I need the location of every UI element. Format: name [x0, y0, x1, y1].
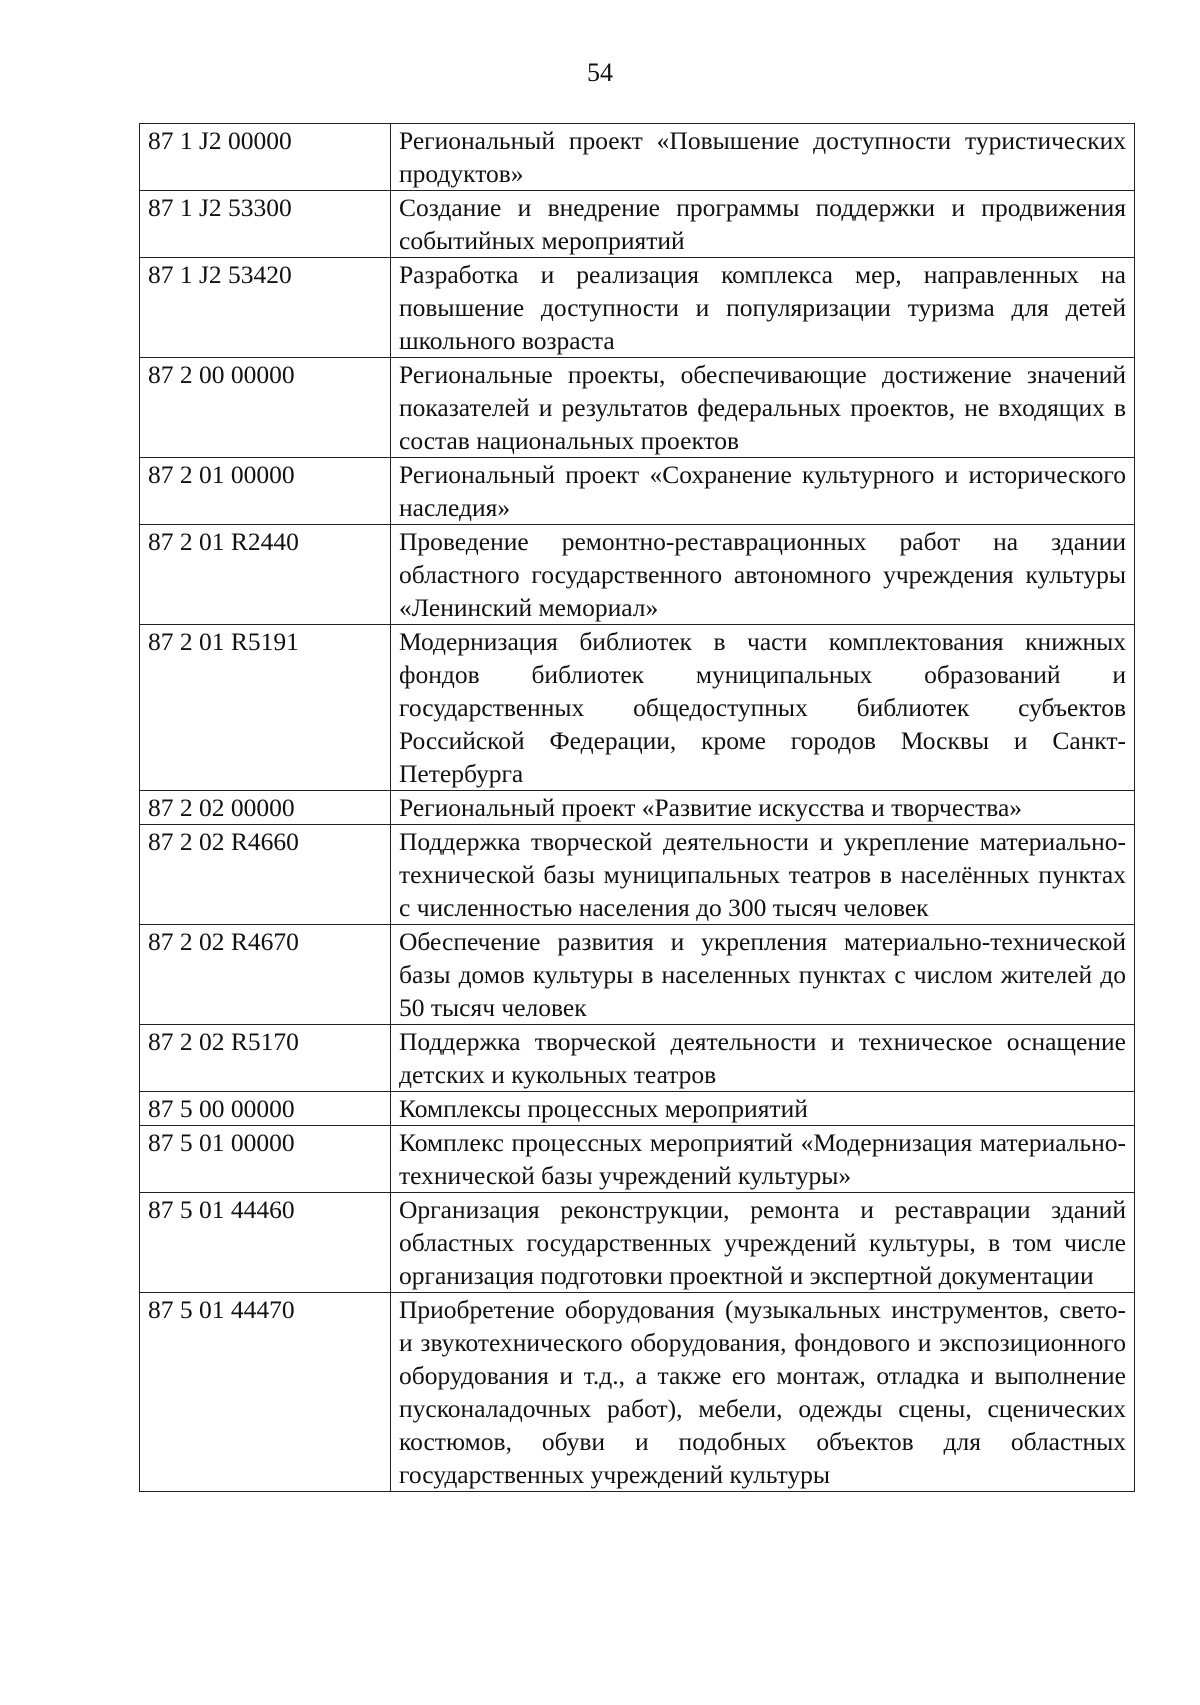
- table-row: [140, 925, 1135, 1025]
- table-row: [140, 825, 1135, 925]
- code-cell: 87 2 01 00000: [140, 458, 391, 525]
- description-cell: Комплекс процессных мероприятий «Модернизация материально-технической базы учреждений культуры»: [391, 1126, 1135, 1193]
- code-cell: 87 2 02 R5170: [140, 1025, 391, 1092]
- table-row: [140, 1092, 1135, 1126]
- description-cell: Региональный проект «Сохранение культурного и исторического наследия»: [391, 458, 1135, 525]
- table-row: [140, 625, 1135, 791]
- code-cell: 87 2 02 R4660: [140, 825, 391, 925]
- table-row: [140, 358, 1135, 458]
- code-cell: 87 2 00 00000: [140, 358, 391, 458]
- table-row: [140, 124, 1135, 191]
- budget-codes-table: [139, 123, 1135, 1492]
- description-cell: Региональный проект «Повышение доступности туристических продуктов»: [391, 124, 1135, 191]
- table-row: [140, 258, 1135, 358]
- description-cell: Поддержка творческой деятельности и укрепление материально-технической базы муниципальных театров в населённых пунктах с численностью населения до 300 тысяч человек: [391, 825, 1135, 925]
- description-cell: Модернизация библиотек в части комплектования книжных фондов библиотек муниципальных образований и государственных общедоступных библиотек субъектов Российской Федерации, кроме городов Москвы и Санкт-Петербурга: [391, 625, 1135, 791]
- code-cell: 87 2 01 R5191: [140, 625, 391, 791]
- description-cell: Разработка и реализация комплекса мер, направленных на повышение доступности и популяризации туризма для детей школьного возраста: [391, 258, 1135, 358]
- table-row: [140, 191, 1135, 258]
- description-cell: Проведение ремонтно-реставрационных работ на здании областного государственного автономного учреждения культуры «Ленинский мемориал»: [391, 525, 1135, 625]
- code-cell: 87 5 01 44460: [140, 1193, 391, 1293]
- code-cell: 87 1 J2 53420: [140, 258, 391, 358]
- description-cell: Комплексы процессных мероприятий: [391, 1092, 1135, 1126]
- code-cell: 87 1 J2 00000: [140, 124, 391, 191]
- description-cell: Поддержка творческой деятельности и техническое оснащение детских и кукольных театров: [391, 1025, 1135, 1092]
- table-row: [140, 458, 1135, 525]
- table-row: [140, 1193, 1135, 1293]
- description-cell: Региональные проекты, обеспечивающие достижение значений показателей и результатов федеральных проектов, не входящих в состав национальных проектов: [391, 358, 1135, 458]
- description-cell: Создание и внедрение программы поддержки и продвижения событийных мероприятий: [391, 191, 1135, 258]
- table-row: [140, 1126, 1135, 1193]
- table-row: [140, 791, 1135, 825]
- code-cell: 87 2 02 00000: [140, 791, 391, 825]
- description-cell: Обеспечение развития и укрепления материально-технической базы домов культуры в населенных пунктах с числом жителей до 50 тысяч человек: [391, 925, 1135, 1025]
- code-cell: 87 2 02 R4670: [140, 925, 391, 1025]
- code-cell: 87 1 J2 53300: [140, 191, 391, 258]
- description-cell: Региональный проект «Развитие искусства и творчества»: [391, 791, 1135, 825]
- code-cell: 87 5 01 44470: [140, 1293, 391, 1492]
- description-cell: Организация реконструкции, ремонта и реставрации зданий областных государственных учреждений культуры, в том числе организация подготовки проектной и экспертной документации: [391, 1193, 1135, 1293]
- description-cell: Приобретение оборудования (музыкальных инструментов, свето- и звукотехнического оборудования, фондового и экспозиционного оборудования и т.д., а также его монтаж, отладка и выполнение пусконаладочных работ), мебели, одежды сцены, сценических костюмов, обуви и подобных объектов для областных государственных учреждений культуры: [391, 1293, 1135, 1492]
- code-cell: 87 2 01 R2440: [140, 525, 391, 625]
- code-cell: 87 5 00 00000: [140, 1092, 391, 1126]
- code-cell: 87 5 01 00000: [140, 1126, 391, 1193]
- table-row: [140, 1025, 1135, 1092]
- table-row: [140, 1293, 1135, 1492]
- page-number: 54: [587, 58, 613, 87]
- table-body: [140, 124, 1135, 1492]
- table-row: [140, 525, 1135, 625]
